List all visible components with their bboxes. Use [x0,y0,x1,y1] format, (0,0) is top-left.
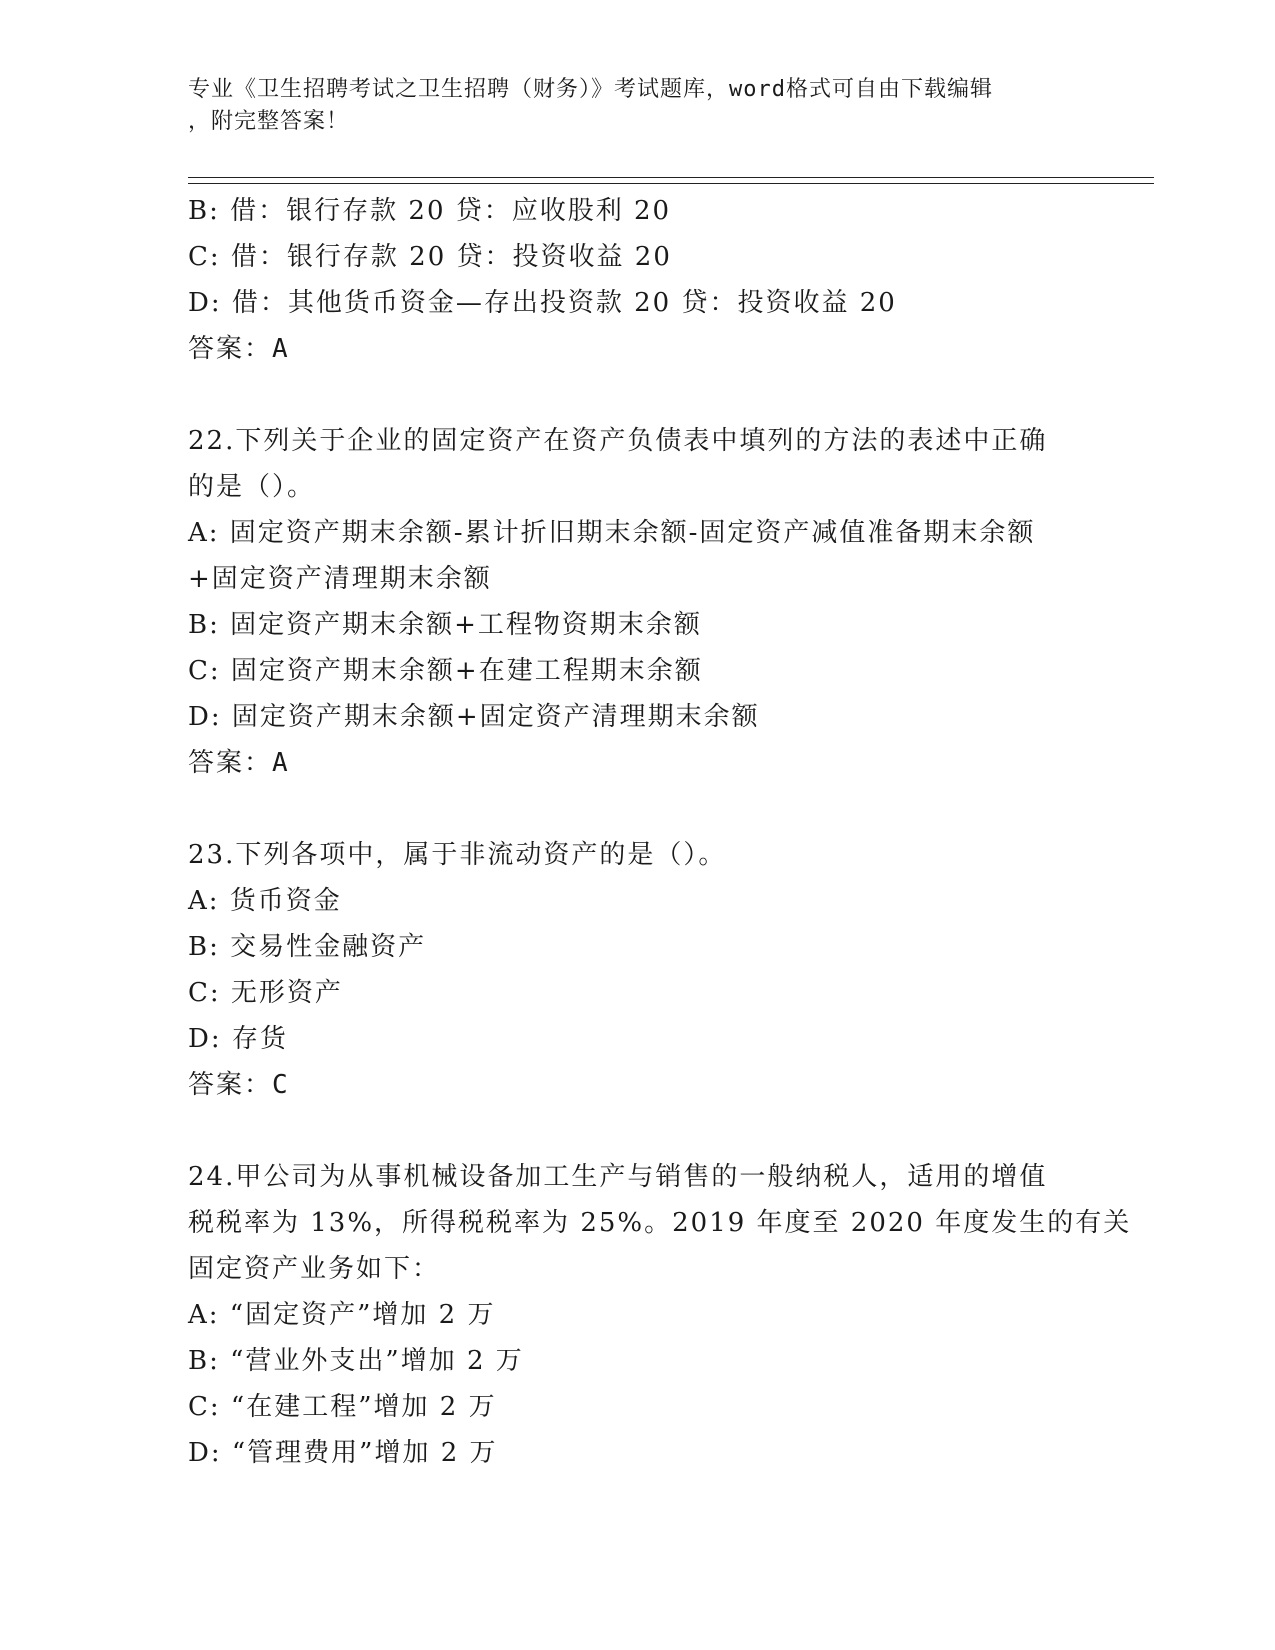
header-rule-bottom [188,183,1154,184]
question-stem-cont: 的是（）。 [188,472,316,502]
spacer [188,372,1088,418]
header-rule-top [188,177,1154,178]
question-24 [188,1154,1132,1476]
question-stem: 24.甲公司为从事机械设备加工生产与销售的一般纳税人，适用的增值 [188,1162,1048,1192]
option-a: A: 货币资金 [188,886,342,916]
answer-line: 答案：A [188,334,290,364]
option-d: D: 固定资产期末余额+固定资产清理期末余额 [188,702,760,732]
option-a: A: 固定资产期末余额-累计折旧期末余额-固定资产减值准备期末余额 [188,518,1036,548]
option-b: B: 交易性金融资产 [188,932,427,962]
option-b: B: 固定资产期末余额+工程物资期末余额 [188,610,702,640]
question-21-tail [188,188,1088,372]
question-23 [188,832,1088,1108]
option-c: C: 固定资产期末余额+在建工程期末余额 [188,656,703,686]
option-d: D: 存货 [188,1024,288,1054]
answer-line: 答案：C [188,1070,290,1100]
document-body [188,188,1132,1476]
question-stem-cont: 固定资产业务如下： [188,1254,441,1284]
spacer [188,1108,1088,1154]
option-b: B: 借：银行存款 20 贷：应收股利 20 [188,196,672,226]
header-line-2: ，附完整答案！ [188,109,350,134]
question-stem-cont: 税税率为 13%，所得税税率为 25%。2019 年度至 2020 年度发生的有关 [188,1208,1132,1238]
option-b: B: “营业外支出”增加 2 万 [188,1346,524,1376]
header-line-1: 专业《卫生招聘考试之卫生招聘（财务）》考试题库，word格式可自由下载编辑 [188,77,993,102]
option-d: D: 借：其他货币资金—存出投资款 20 贷：投资收益 20 [188,288,897,318]
spacer [188,786,1088,832]
option-a-cont: +固定资产清理期末余额 [188,564,492,594]
answer-line: 答案：A [188,748,290,778]
option-c: C: “在建工程”增加 2 万 [188,1392,497,1422]
page-header [188,74,1068,138]
question-stem: 22.下列关于企业的固定资产在资产负债表中填列的方法的表述中正确 [188,426,1048,456]
question-22 [188,418,1088,786]
option-c: C: 借：银行存款 20 贷：投资收益 20 [188,242,672,272]
option-c: C: 无形资产 [188,978,343,1008]
option-d: D: “管理费用”增加 2 万 [188,1438,498,1468]
question-stem: 23.下列各项中，属于非流动资产的是（）。 [188,840,727,870]
option-a: A: “固定资产”增加 2 万 [188,1300,496,1330]
